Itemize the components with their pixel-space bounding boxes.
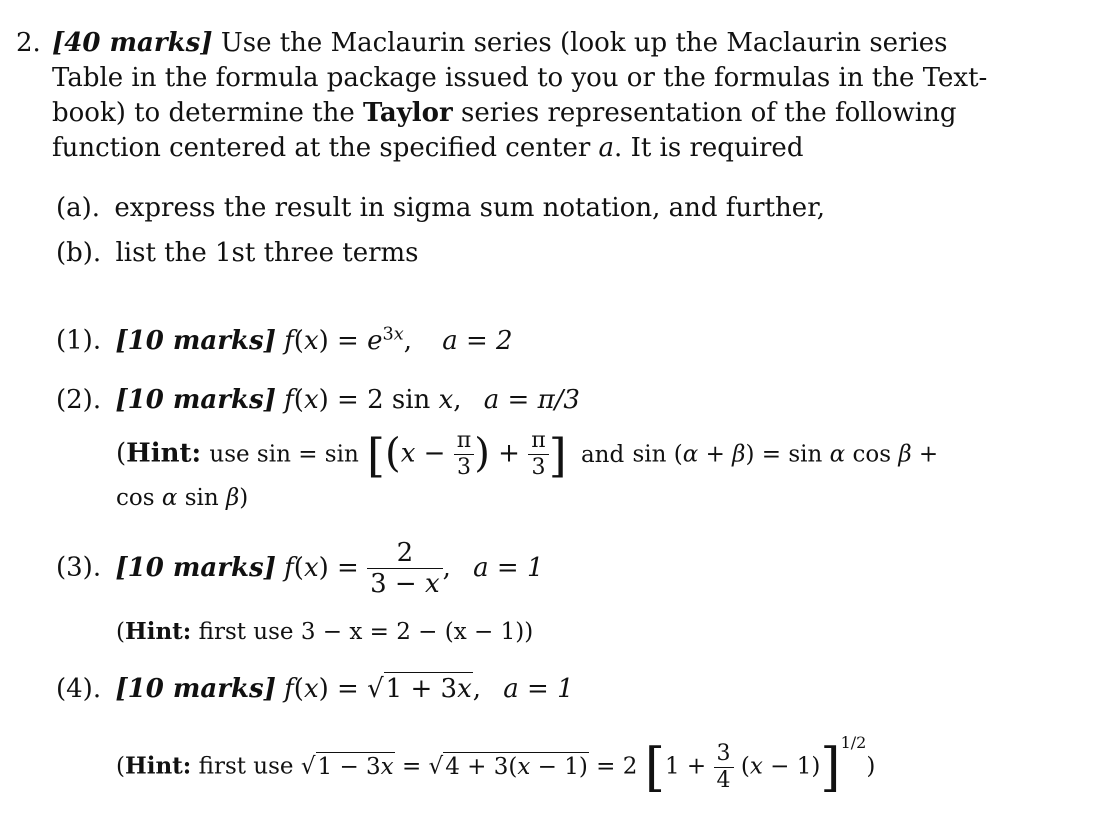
line3-text-a: book) to determine the bbox=[52, 98, 363, 128]
req-b-text: list the 1st three terms bbox=[115, 238, 419, 268]
line4-text-a: function centered at the specified center bbox=[52, 133, 599, 163]
part-4-hint: (Hint: first use √1 − 3x = √4 + 3(x − 1) = 2 [1 + $\frac{3}{4}$ (x − 1)]$^{1/2}$) bbox=[116, 733, 876, 799]
part-3-hint: (Hint: first use 3 − x = 2 − (x − 1)) bbox=[116, 618, 534, 645]
center-var: a bbox=[598, 133, 615, 163]
requirement-b bbox=[56, 240, 419, 266]
part-2-marks: [10 marks] bbox=[115, 385, 276, 415]
part-1-marks: [10 marks] bbox=[115, 325, 276, 356]
part-4-hint-word: Hint: bbox=[124, 752, 192, 780]
req-b-label: (b). bbox=[56, 238, 102, 268]
problem-number: 2. bbox=[16, 28, 41, 58]
taylor-bold: Taylor bbox=[362, 98, 453, 128]
part-2-hint-line1: (Hint: use sin = sin [(x − $\frac{\pi}{3}$ ) + $\frac{\pi}{3}$ ] and sin (α + β) = sin α cos β + bbox=[116, 428, 939, 483]
part-4-function: f(x) = √1 + 3x, bbox=[284, 674, 481, 704]
problem-line3 bbox=[52, 100, 956, 126]
part-4-center: a = 1 bbox=[503, 674, 574, 704]
problem-line4 bbox=[52, 135, 803, 161]
part-2 bbox=[56, 387, 580, 413]
part-1-function: $f(x) = e^{3x}$, bbox=[284, 324, 412, 356]
part-2-hint-word: Hint: bbox=[126, 438, 202, 469]
part-1 bbox=[56, 326, 513, 354]
req-a-label: (a). bbox=[56, 193, 101, 223]
part-1-center: a = 2 bbox=[442, 325, 513, 356]
intro-text: Use the Maclaurin series (look up the Maclaurin series bbox=[220, 28, 948, 58]
part-3-hint-word: Hint: bbox=[124, 618, 192, 645]
part-4-marks: [10 marks] bbox=[115, 674, 276, 704]
part-2-hint-text: use sin = sin bbox=[209, 441, 359, 468]
part-3 bbox=[56, 540, 544, 597]
part-4-hint-text: first use bbox=[198, 753, 294, 780]
part-3-marks: [10 marks] bbox=[115, 552, 276, 583]
problem-intro-line1 bbox=[52, 30, 948, 56]
part-4-label: (4). bbox=[56, 674, 102, 704]
part-2-hint-and: and bbox=[580, 441, 625, 468]
part-2-label: (2). bbox=[56, 385, 102, 415]
problem-marks: [40 marks] bbox=[52, 28, 213, 58]
requirement-a bbox=[56, 195, 825, 221]
part-2-function: f(x) = 2 sin x, bbox=[284, 385, 462, 415]
part-3-label: (3). bbox=[56, 552, 102, 583]
part-3-center: a = 1 bbox=[473, 552, 544, 583]
part-3-function: f(x) = $\frac{2}{3 - x}$ , bbox=[284, 538, 451, 599]
part-2-hint-line2: cos α sin β) bbox=[116, 485, 249, 511]
part-1-label: (1). bbox=[56, 325, 102, 356]
part-4 bbox=[56, 676, 574, 702]
line4-text-b: . It is required bbox=[614, 133, 804, 163]
part-3-hint-text: first use 3 − x = 2 − (x − 1)) bbox=[198, 619, 534, 645]
problem-line2: Table in the formula package issued to you or the formulas in the Text- bbox=[52, 63, 988, 93]
req-a-text: express the result in sigma sum notation, and further, bbox=[114, 193, 826, 223]
part-2-center: a = π/3 bbox=[483, 385, 580, 415]
line3-text-b: series representation of the following bbox=[452, 98, 957, 128]
